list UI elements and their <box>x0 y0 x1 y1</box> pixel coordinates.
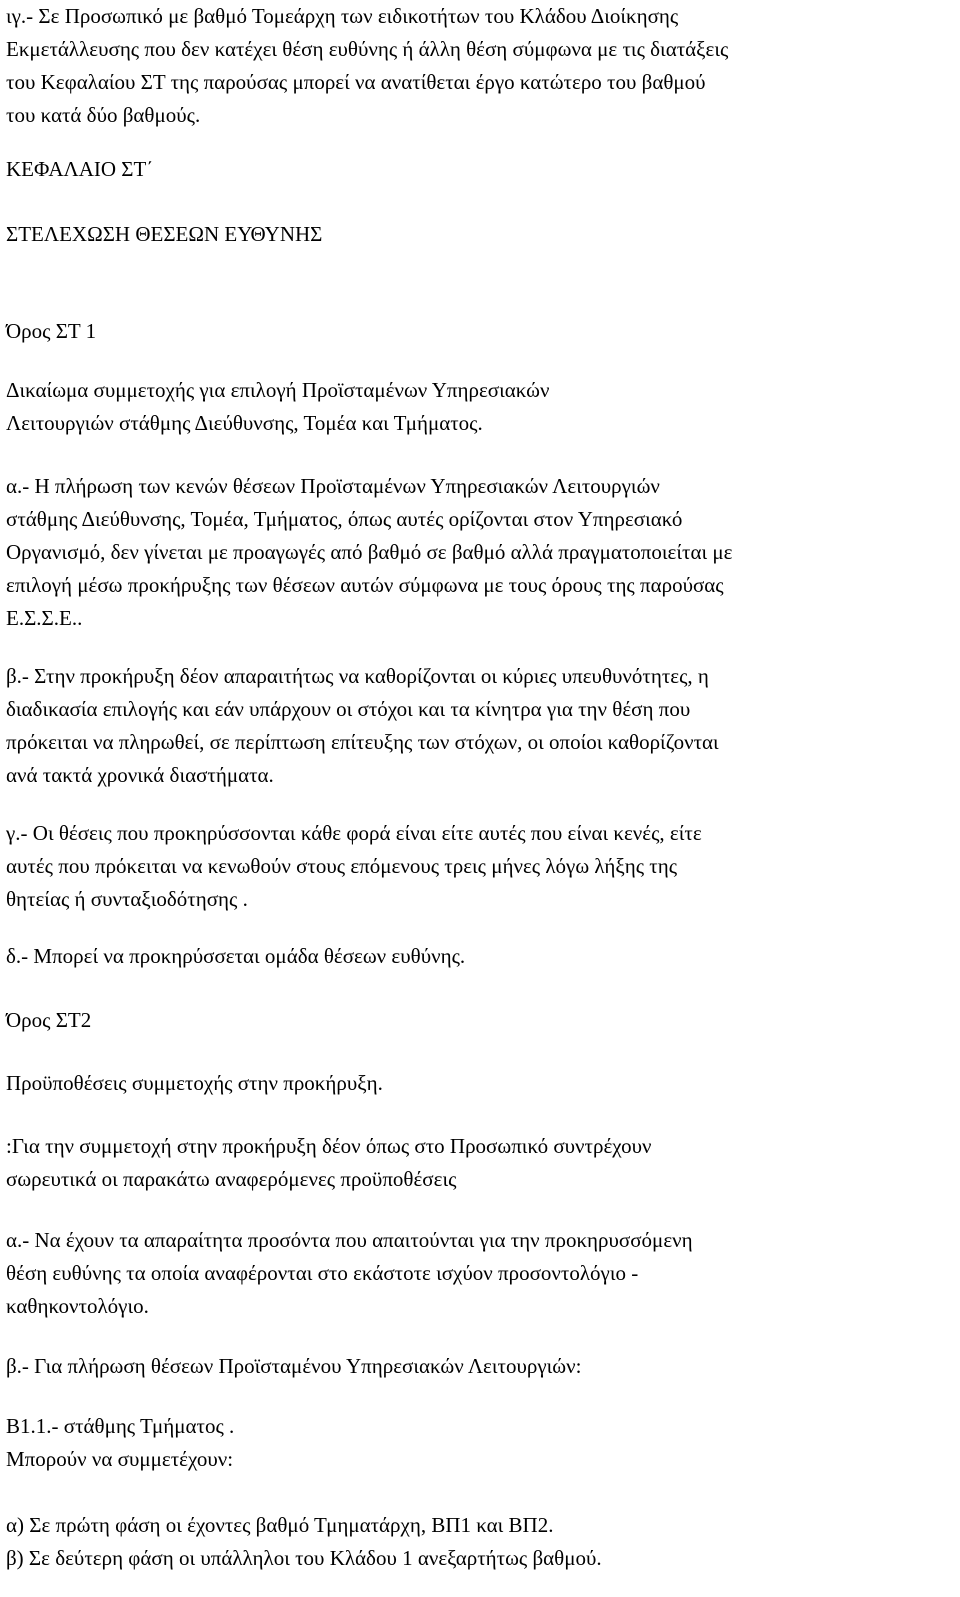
text-line: σωρευτικά οι παρακάτω αναφερόμενες προϋποθέσεις <box>6 1167 457 1191</box>
chapter-heading: ΚΕΦΑΛΑΙΟ ΣΤ΄ <box>6 157 154 181</box>
text-line: β.- Στην προκήρυξη δέον απαραιτήτως να καθορίζονται οι κύριες υπευθυνότητες, η <box>6 664 709 688</box>
text-line: διαδικασία επιλογής και εάν υπάρχουν οι στόχοι και τα κίνητρα για την θέση που <box>6 697 691 721</box>
text-line: του κατά δύο βαθμούς. <box>6 103 201 127</box>
text-line: α.- Να έχουν τα απαραίτητα προσόντα που απαιτούνται για την προκηρυσσόμενη <box>6 1228 693 1252</box>
text-line: επιλογή μέσω προκήρυξης των θέσεων αυτών σύμφωνα με τους όρους της παρούσας <box>6 573 724 597</box>
text-line: α) Σε πρώτη φάση οι έχοντες βαθμό Τμηματάρχη, ΒΠ1 και ΒΠ2. <box>6 1513 554 1537</box>
term-title: Προϋποθέσεις συμμετοχής στην προκήρυξη. <box>6 1071 383 1095</box>
text-line: Οργανισμό, δεν γίνεται με προαγωγές από βαθμό σε βαθμό αλλά πραγματοποιείται με <box>6 540 733 564</box>
text-line: δ.- Μπορεί να προκηρύσσεται ομάδα θέσεων ευθύνης. <box>6 944 466 968</box>
text-line: στάθμης Διεύθυνσης, Τομέα, Τμήματος, όπως αυτές ορίζονται στον Υπηρεσιακό <box>6 507 683 531</box>
text-line: Β1.1.- στάθμης Τμήματος . <box>6 1414 235 1438</box>
term-heading: Όρος ΣΤ2 <box>6 1008 92 1032</box>
chapter-title: ΣΤΕΛΕΧΩΣΗ ΘΕΣΕΩΝ ΕΥΘΥΝΗΣ <box>6 222 323 246</box>
text-line: του Κεφαλαίου ΣΤ της παρούσας μπορεί να ανατίθεται έργο κατώτερο του βαθμού <box>6 70 706 94</box>
text-line: ανά τακτά χρονικά διαστήματα. <box>6 763 274 787</box>
text-line: Εκμετάλλευσης που δεν κατέχει θέση ευθύνης ή άλλη θέση σύμφωνα με τις διατάξεις <box>6 37 729 61</box>
text-line: :Για την συμμετοχή στην προκήρυξη δέον όπως στο Προσωπικό συντρέχουν <box>6 1134 652 1158</box>
text-line: καθηκοντολόγιο. <box>6 1294 149 1318</box>
term-title: Δικαίωμα συμμετοχής για επιλογή Προϊσταμένων Υπηρεσιακών <box>6 378 550 402</box>
text-line: α.- Η πλήρωση των κενών θέσεων Προϊσταμένων Υπηρεσιακών Λειτουργιών <box>6 474 660 498</box>
term-title: Λειτουργιών στάθμης Διεύθυνσης, Τομέα και Τμήματος. <box>6 411 483 435</box>
text-line: β.- Για πλήρωση θέσεων Προϊσταμένου Υπηρεσιακών Λειτουργιών: <box>6 1354 582 1378</box>
text-line: Ε.Σ.Σ.Ε.. <box>6 606 83 630</box>
text-line: ιγ.- Σε Προσωπικό με βαθμό Τομεάρχη των ειδικοτήτων του Κλάδου Διοίκησης <box>6 4 679 28</box>
text-line: θέση ευθύνης τα οποία αναφέρονται στο εκάστοτε ισχύον προσοντολόγιο - <box>6 1261 639 1285</box>
text-line: θητείας ή συνταξιοδότησης . <box>6 887 248 911</box>
text-line: Μπορούν να συμμετέχουν: <box>6 1447 234 1471</box>
text-line: αυτές που πρόκειται να κενωθούν στους επόμενους τρεις μήνες λόγω λήξης της <box>6 854 678 878</box>
text-line: β) Σε δεύτερη φάση οι υπάλληλοι του Κλάδου 1 ανεξαρτήτως βαθμού. <box>6 1546 602 1570</box>
term-heading: Όρος ΣΤ 1 <box>6 319 97 343</box>
text-line: πρόκειται να πληρωθεί, σε περίπτωση επίτευξης των στόχων, οι οποίοι καθορίζονται <box>6 730 719 754</box>
text-line: γ.- Οι θέσεις που προκηρύσσονται κάθε φορά είναι είτε αυτές που είναι κενές, είτε <box>6 821 702 845</box>
